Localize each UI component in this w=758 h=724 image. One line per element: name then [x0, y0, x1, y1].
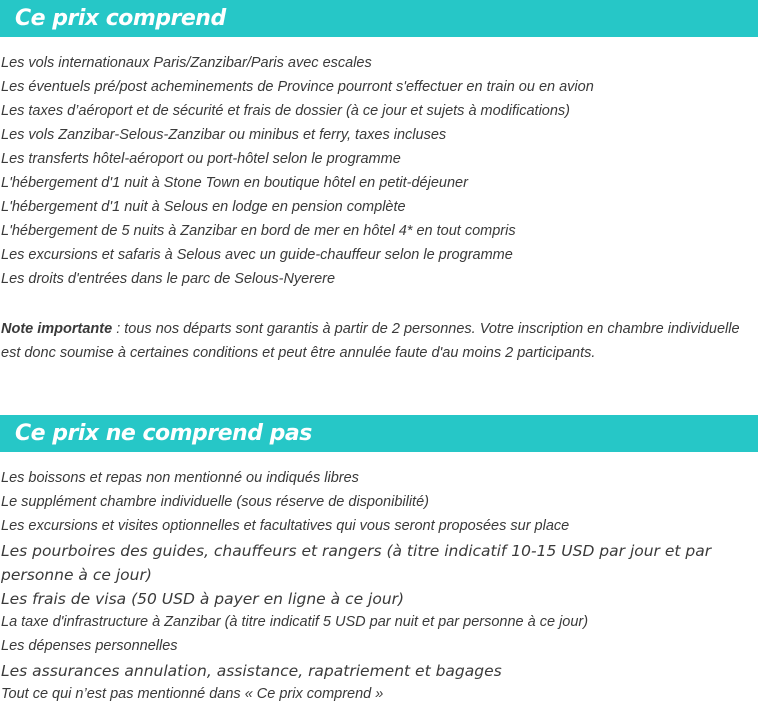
included-item: Les taxes d’aéroport et de sécurité et frais de dossier (à ce jour et sujets à modifications) [1, 103, 571, 119]
excluded-item: La taxe d'infrastructure à Zanzibar (à titre indicatif 5 USD par nuit et par personne à ce jour) [1, 614, 589, 630]
included-item: L'hébergement d'1 nuit à Stone Town en boutique hôtel en petit-déjeuner [1, 175, 468, 191]
important-note-text: : tous nos départs sont garantis à partir de 2 personnes. Votre inscription en chambre individuelle est donc soumise à certaines conditions et peut être annulée faute d'au moins 2 participants. [1, 321, 740, 361]
included-item: Les droits d'entrées dans le parc de Selous-Nyerere [1, 271, 336, 287]
included-item: L'hébergement de 5 nuits à Zanzibar en bord de mer en hôtel 4* en tout compris [1, 223, 516, 239]
included-section-title: Ce prix comprend [0, 0, 758, 37]
excluded-section-title: Ce prix ne comprend pas [0, 415, 758, 452]
excluded-item: Les dépenses personnelles [1, 638, 178, 654]
included-item: Les vols internationaux Paris/Zanzibar/Paris avec escales [1, 55, 372, 71]
excluded-item: Les assurances annulation, assistance, rapatriement et bagages [1, 662, 502, 680]
excluded-item: Tout ce qui n’est pas mentionné dans « Ce prix comprend » [1, 686, 384, 702]
included-item: Les éventuels pré/post acheminements de Province pourront s'effectuer en train ou en avion [1, 79, 594, 95]
excluded-item: Les boissons et repas non mentionné ou indiqués libres [1, 470, 359, 486]
included-item: L'hébergement d'1 nuit à Selous en lodge en pension complète [1, 199, 406, 215]
important-note-label: Note importante [1, 321, 113, 337]
included-item: Les excursions et safaris à Selous avec un guide-chauffeur selon le programme [1, 247, 513, 263]
excluded-item: Le supplément chambre individuelle (sous réserve de disponibilité) [1, 494, 429, 510]
excluded-item: Les excursions et visites optionnelles et facultatives qui vous seront proposées sur place [1, 518, 570, 534]
excluded-item: Les frais de visa (50 USD à payer en ligne à ce jour) [1, 590, 405, 608]
important-note [1, 317, 751, 365]
included-item: Les transferts hôtel-aéroport ou port-hôtel selon le programme [1, 151, 401, 167]
excluded-item-continuation: personne à ce jour) [1, 566, 152, 584]
included-item: Les vols Zanzibar-Selous-Zanzibar ou minibus et ferry, taxes incluses [1, 127, 447, 143]
excluded-item: Les pourboires des guides, chauffeurs et rangers (à titre indicatif 10-15 USD par jour et par [1, 542, 712, 560]
